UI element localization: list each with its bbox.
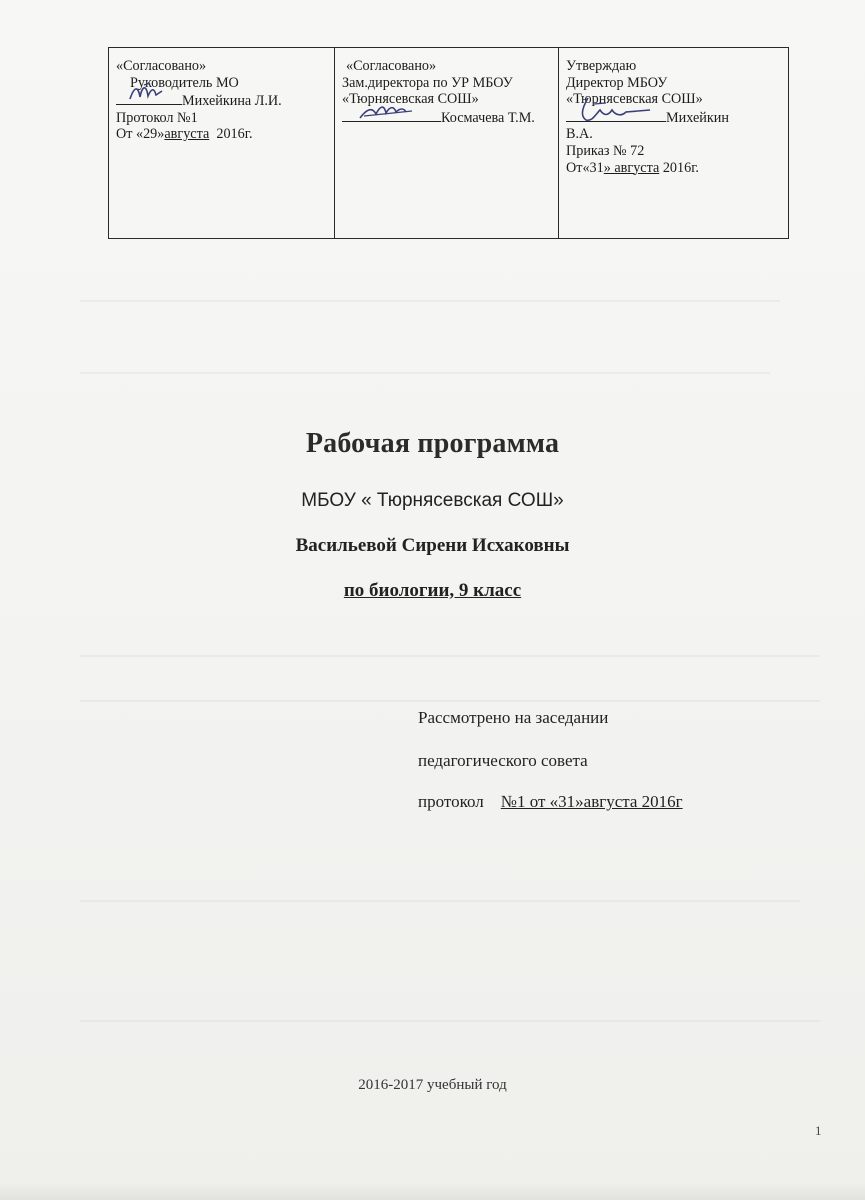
- teacher-name: Васильевой Сирени Исхаковны: [295, 535, 570, 556]
- page-number: 1: [815, 1123, 822, 1138]
- protocol-number: Протокол №1: [116, 109, 198, 126]
- bleed-through-mark: [80, 900, 800, 902]
- approval-date: [116, 126, 334, 143]
- signature-line: [342, 108, 441, 122]
- considered-line-2: педагогического совета: [418, 751, 588, 770]
- approval-table: [108, 47, 789, 239]
- date-month: » августа: [603, 159, 660, 176]
- scan-edge-shadow: [0, 1182, 865, 1200]
- approval-heading: «Согласовано»: [116, 58, 207, 74]
- school-name: МБОУ « Тюрнясевская СОШ»: [301, 490, 564, 511]
- approver-position: Директор МБОУ: [566, 74, 668, 91]
- approver-name: Космачева Т.М.: [441, 109, 535, 126]
- protocol-details: №1 от «31»августа 2016г: [500, 792, 683, 811]
- document-title: Рабочая программа: [305, 428, 560, 459]
- signature-row: [566, 108, 788, 127]
- signature-row: [116, 91, 334, 110]
- considered-line-1: Рассмотрено на заседании: [418, 708, 609, 727]
- approver-name: Михейкин: [666, 109, 729, 126]
- signature-mark: [342, 94, 441, 124]
- order-number: Приказ № 72: [566, 142, 645, 159]
- approval-cell-director: [559, 48, 789, 239]
- signature-mark: [116, 77, 182, 107]
- signature-row: [342, 108, 558, 127]
- date-year: 2016г.: [216, 126, 253, 143]
- date-year: 2016г.: [662, 159, 699, 176]
- subject-grade: по биологии, 9 класс: [343, 580, 522, 601]
- approver-name: Михейкина Л.И.: [182, 93, 282, 110]
- date-day: От«31: [566, 159, 604, 176]
- signature-line: [116, 91, 182, 105]
- approval-date: [566, 160, 788, 177]
- academic-year: 2016-2017 учебный год: [358, 1077, 507, 1093]
- date-month: августа: [164, 126, 210, 143]
- bleed-through-mark: [80, 300, 780, 302]
- signature-mark: [566, 94, 666, 128]
- bleed-through-mark: [80, 1020, 820, 1022]
- school-quote: «Тюрнясевская СОШ»: [342, 91, 479, 108]
- approver-initials: В.А.: [566, 126, 593, 143]
- date-day: От «29»: [116, 126, 165, 143]
- considered-line-3: [418, 792, 683, 812]
- bleed-through-mark: [80, 700, 820, 702]
- bleed-through-mark: [80, 372, 770, 374]
- approver-position: Руководитель МО: [130, 74, 239, 91]
- protocol-label: протокол: [418, 792, 501, 811]
- school-quote: «Тюрнясевская СОШ»: [566, 91, 703, 108]
- approval-cell-deputy: [335, 48, 559, 239]
- approver-position: Зам.директора по УР МБОУ: [342, 74, 513, 91]
- approval-cell-methodical: [109, 48, 335, 239]
- approval-heading: «Согласовано»: [346, 58, 437, 74]
- approval-heading: Утверждаю: [566, 58, 637, 74]
- signature-line: [566, 108, 666, 122]
- bleed-through-mark: [80, 655, 820, 657]
